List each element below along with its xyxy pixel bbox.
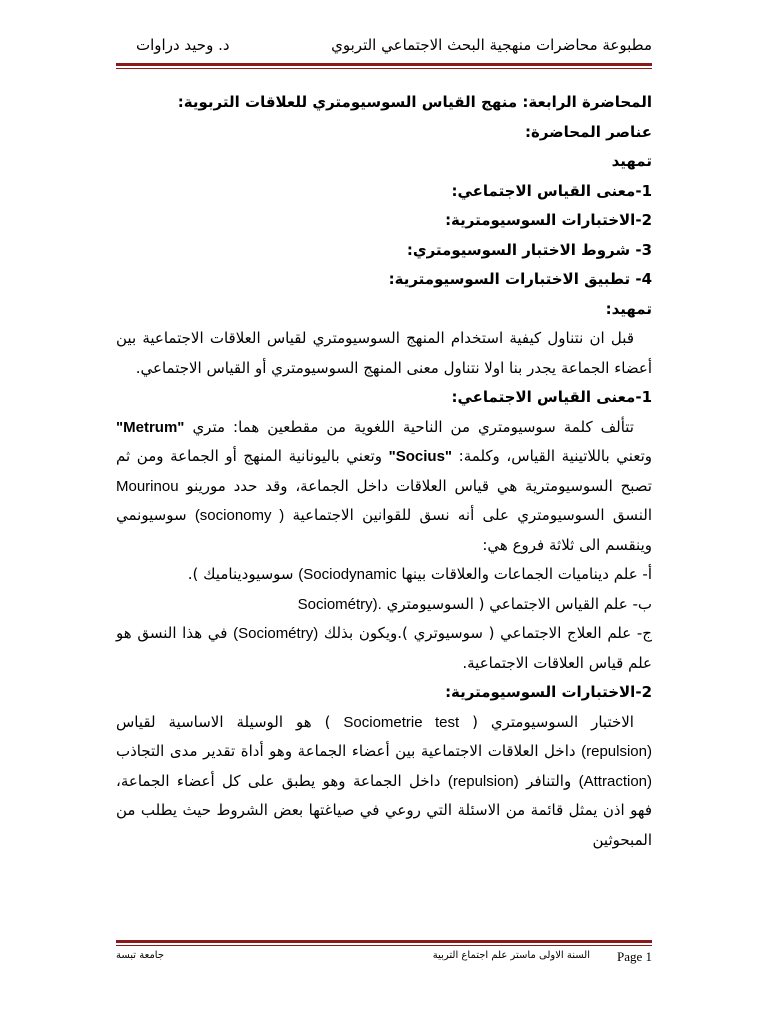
section2-text-4: والتنافر xyxy=(526,771,572,790)
section1-text-3: وتعني باليونانية المنهج أو الجماعة ومن ثم تصبح السوسيومترية هي قياس العلاقات داخل الجماعة، وقد حدد مورينو xyxy=(116,447,652,495)
outline-item-2: 2-الاختبارات السوسيومترية: xyxy=(445,211,652,229)
branch-c-text-2: في هذا النسق هو علم قياس العلاقات الاجتماعية. xyxy=(116,624,652,672)
term-repulsion-2: (repulsion) xyxy=(447,772,519,790)
section2-text-5: داخل الجماعة وهو يطبق على كل أعضاء الجماعة، فهو اذن يمثل قائمة من الاسئلة التي روعي في صياغتها بعض الشروط حيث يطلب من المبحوثين xyxy=(116,771,652,849)
section2-text-2: ) هو الوسيلة الاساسية لقياس xyxy=(116,712,331,731)
header-author: د. وحيد دراوات xyxy=(136,36,230,54)
section1-text-1: تتألف كلمة سوسيومتري من الناحية اللغوية من مقطعين هما: متري xyxy=(192,417,634,436)
branch-c-text: ج- علم العلاج الاجتماعي ( سوسيوتري ).ويكون بذلك xyxy=(323,624,652,642)
branch-a-text-2: سوسيوديناميك ). xyxy=(187,565,294,583)
outline-item-4: 4- تطبيق الاختبارات السوسيومترية: xyxy=(388,270,652,288)
term-metrum: "Metrum" xyxy=(116,418,185,436)
branch-c-term: (Sociométry) xyxy=(233,625,319,642)
intro-heading: تمهيد: xyxy=(605,299,652,318)
footer-level: السنة الاولى ماستر علم اجتماع التربية xyxy=(432,950,590,961)
intro-item: تمهيد xyxy=(611,152,652,170)
page-number: Page 1 xyxy=(616,949,652,964)
branch-a-term: (Sociodynamic xyxy=(298,566,397,583)
outline-item-1: 1-معنى القياس الاجتماعي: xyxy=(451,181,652,200)
term-sociometrie-test: Sociometrie test xyxy=(343,713,460,731)
section2-heading: 2-الاختبارات السوسيومترية: xyxy=(445,683,652,701)
section1-text-4: النسق السوسيومتري على أنه نسق للقوانين الاجتماعية xyxy=(292,506,652,524)
term-attraction: (Attraction) xyxy=(578,772,652,790)
branch-b xyxy=(116,590,652,620)
term-mourinou: Mourinou xyxy=(116,477,179,495)
footer-rule-thin xyxy=(116,945,652,946)
branch-b-term: Sociométry). xyxy=(297,595,382,613)
page-header xyxy=(116,36,652,62)
lecture-title: المحاضرة الرابعة: منهج القياس السوسيومتري للعلاقات التربوية: xyxy=(177,93,652,111)
branch-b-text: ب- علم القياس الاجتماعي ( السوسيومتري xyxy=(386,594,652,613)
page-footer xyxy=(116,949,652,969)
intro-paragraph: قبل ان نتناول كيفية استخدام المنهج السوسيومتري لقياس العلاقات الاجتماعية بين أعضاء الجماعة يجدر بنا اولا نتناول معنى المنهج السوسيومتري أو القياس الاجتماعي. xyxy=(116,329,652,377)
branch-a-text: أ- علم ديناميات الجماعات والعلاقات بينها xyxy=(401,565,652,583)
section2-text-3: داخل العلاقات الاجتماعية بين أعضاء الجماعة وهو أداة تقدير مدى التجاذب xyxy=(116,742,576,760)
section1-text-5: سوسيونمي وينقسم الى ثلاثة فروع هي: xyxy=(116,506,652,554)
header-rule-thin xyxy=(116,68,652,69)
footer-rule xyxy=(116,940,652,943)
document-body xyxy=(116,88,652,855)
elements-heading: عناصر المحاضرة: xyxy=(524,122,652,141)
header-title: مطبوعة محاضرات منهجية البحث الاجتماعي التربوي xyxy=(331,36,652,54)
term-repulsion: (repulsion) xyxy=(581,743,652,760)
branch-a xyxy=(116,560,652,590)
section1-heading: 1-معنى القياس الاجتماعي: xyxy=(451,388,652,406)
header-rule xyxy=(116,63,652,66)
outline-item-3: 3- شروط الاختبار السوسيومتري: xyxy=(406,240,652,259)
term-socionomy: (socionomy ) xyxy=(194,507,285,524)
branch-c xyxy=(116,619,652,678)
footer-university: جامعة تبسة xyxy=(116,950,165,961)
section2-text-1: الاختبار السوسيومتري ( xyxy=(472,712,634,731)
section1-paragraph xyxy=(116,413,652,561)
section1-text-2: وتعني باللاتينية القياس، وكلمة: xyxy=(458,447,652,465)
term-socius: "Socius" xyxy=(388,448,453,465)
section2-paragraph xyxy=(116,708,652,856)
